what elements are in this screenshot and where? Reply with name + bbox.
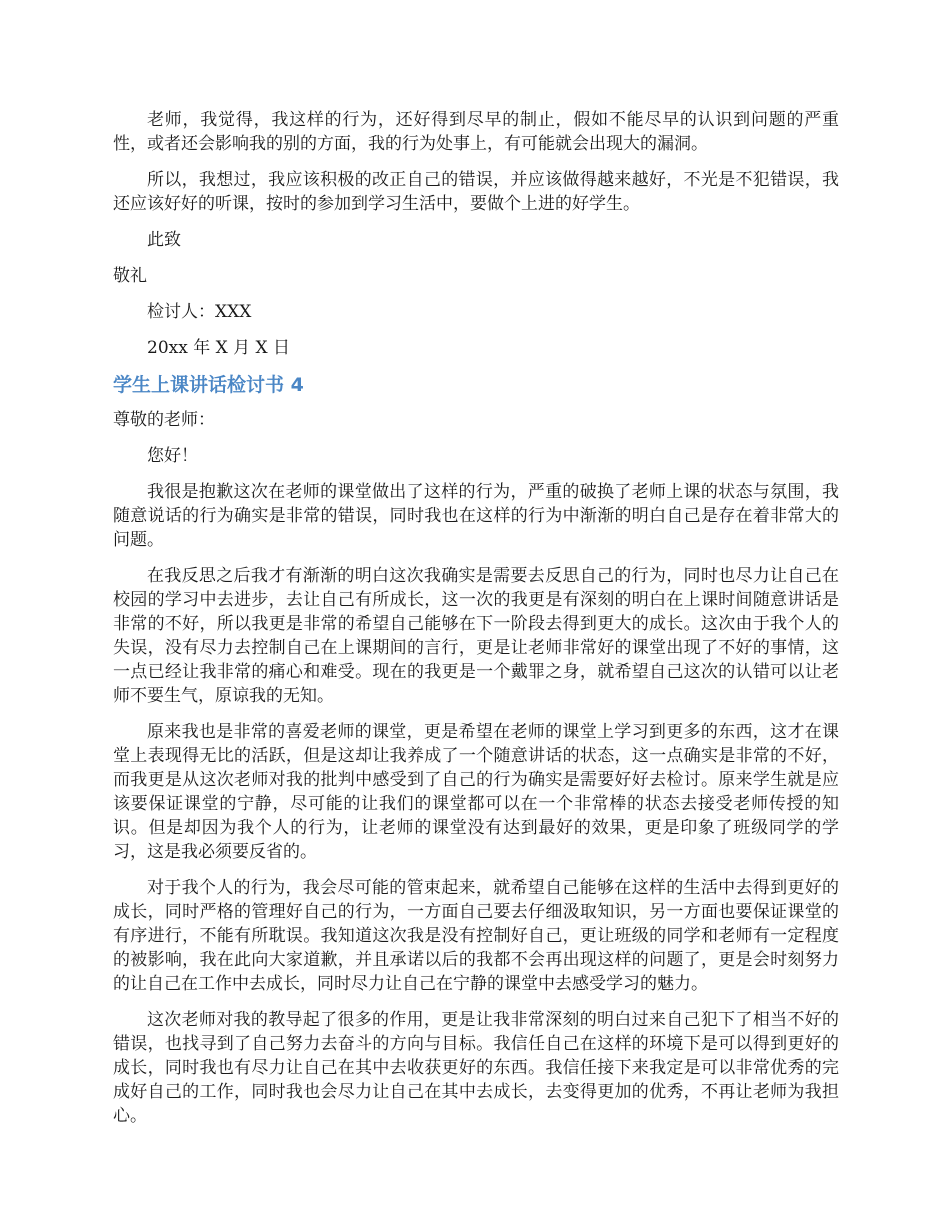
document-page — [113, 108, 839, 1140]
signer-line: 检讨人：XXX — [147, 302, 252, 322]
paragraph: 老师，我觉得，我这样的行为，还好得到尽早的制止，假如不能尽早的认识到问题的严重性，或者还会影响我的别的方面，我的行为处事上，有可能就会出现大的漏洞。 — [113, 110, 839, 154]
paragraph: 对于我个人的行为，我会尽可能的管束起来，就希望自己能够在这样的生活中去得到更好的成长，同时严格的管理好自己的行为，一方面自己要去仔细汲取知识，另一方面也要保证课堂的有序进行，不能有所耽误。我知道这次我是没有控制好自己，更让班级的同学和老师有一定程度的被影响，我在此向大家道歉，并且承诺以后的我都不会再出现这样的问题了，更是会时刻努力的让自己在工作中去成长，同时尽力让自己在宁静的课堂中去感受学习的魅力。 — [113, 878, 839, 994]
paragraph: 在我反思之后我才有渐渐的明白这次我确实是需要去反思自己的行为，同时也尽力让自己在校园的学习中去进步，去让自己有所成长，这一次的我更是有深刻的明白在上课时间随意讲话是非常的不好，所以我更是非常的希望自己能够在下一阶段去得到更大的成长。这次由于我个人的失误，没有尽力去控制自己在上课期间的言行，更是让老师非常好的课堂出现了不好的事情，这一点已经让我非常的痛心和难受。现在的我更是一个戴罪之身，就希望自己这次的认错可以让老师不要生气，原谅我的无知。 — [113, 566, 839, 706]
salutation: 尊敬的老师： — [113, 410, 215, 430]
paragraph: 我很是抱歉这次在老师的课堂做出了这样的行为，严重的破换了老师上课的状态与氛围，我随意说话的行为确实是非常的错误，同时我也在这样的行为中渐渐的明白自己是存在着非常大的问题。 — [113, 482, 839, 550]
greeting: 您好！ — [147, 446, 198, 466]
closing-regards: 敬礼 — [113, 266, 147, 286]
closing-line: 此致 — [147, 230, 181, 250]
paragraph: 原来我也是非常的喜爱老师的课堂，更是希望在老师的课堂上学习到更多的东西，这才在课堂上表现得无比的活跃，但是这却让我养成了一个随意讲话的状态，这一点确实是非常的不好，而我更是从这次老师对我的批判中感受到了自己的行为确实是需要好好去检讨。原来学生就是应该要保证课堂的宁静，尽可能的让我们的课堂都可以在一个非常棒的状态去接受老师传授的知识。但是却因为我个人的行为，让老师的课堂没有达到最好的效果，更是印象了班级同学的学习，这是我必须要反省的。 — [113, 722, 839, 862]
date-line: 20xx 年 X 月 X 日 — [147, 338, 291, 358]
paragraph: 这次老师对我的教导起了很多的作用，更是让我非常深刻的明白过来自己犯下了相当不好的错误，也找寻到了自己努力去奋斗的方向与目标。我信任自己在这样的环境下是可以得到更好的成长，同时我也有尽力让自己在其中去收获更好的东西。我信任接下来我定是可以非常优秀的完成好自己的工作，同时我也会尽力让自己在其中去成长，去变得更加的优秀，不再让老师为我担心。 — [113, 1010, 839, 1126]
paragraph: 所以，我想过，我应该积极的改正自己的错误，并应该做得越来越好，不光是不犯错误，我还应该好好的听课，按时的参加到学习生活中，要做个上进的好学生。 — [113, 170, 839, 214]
section-heading: 学生上课讲话检讨书 4 — [113, 374, 304, 396]
